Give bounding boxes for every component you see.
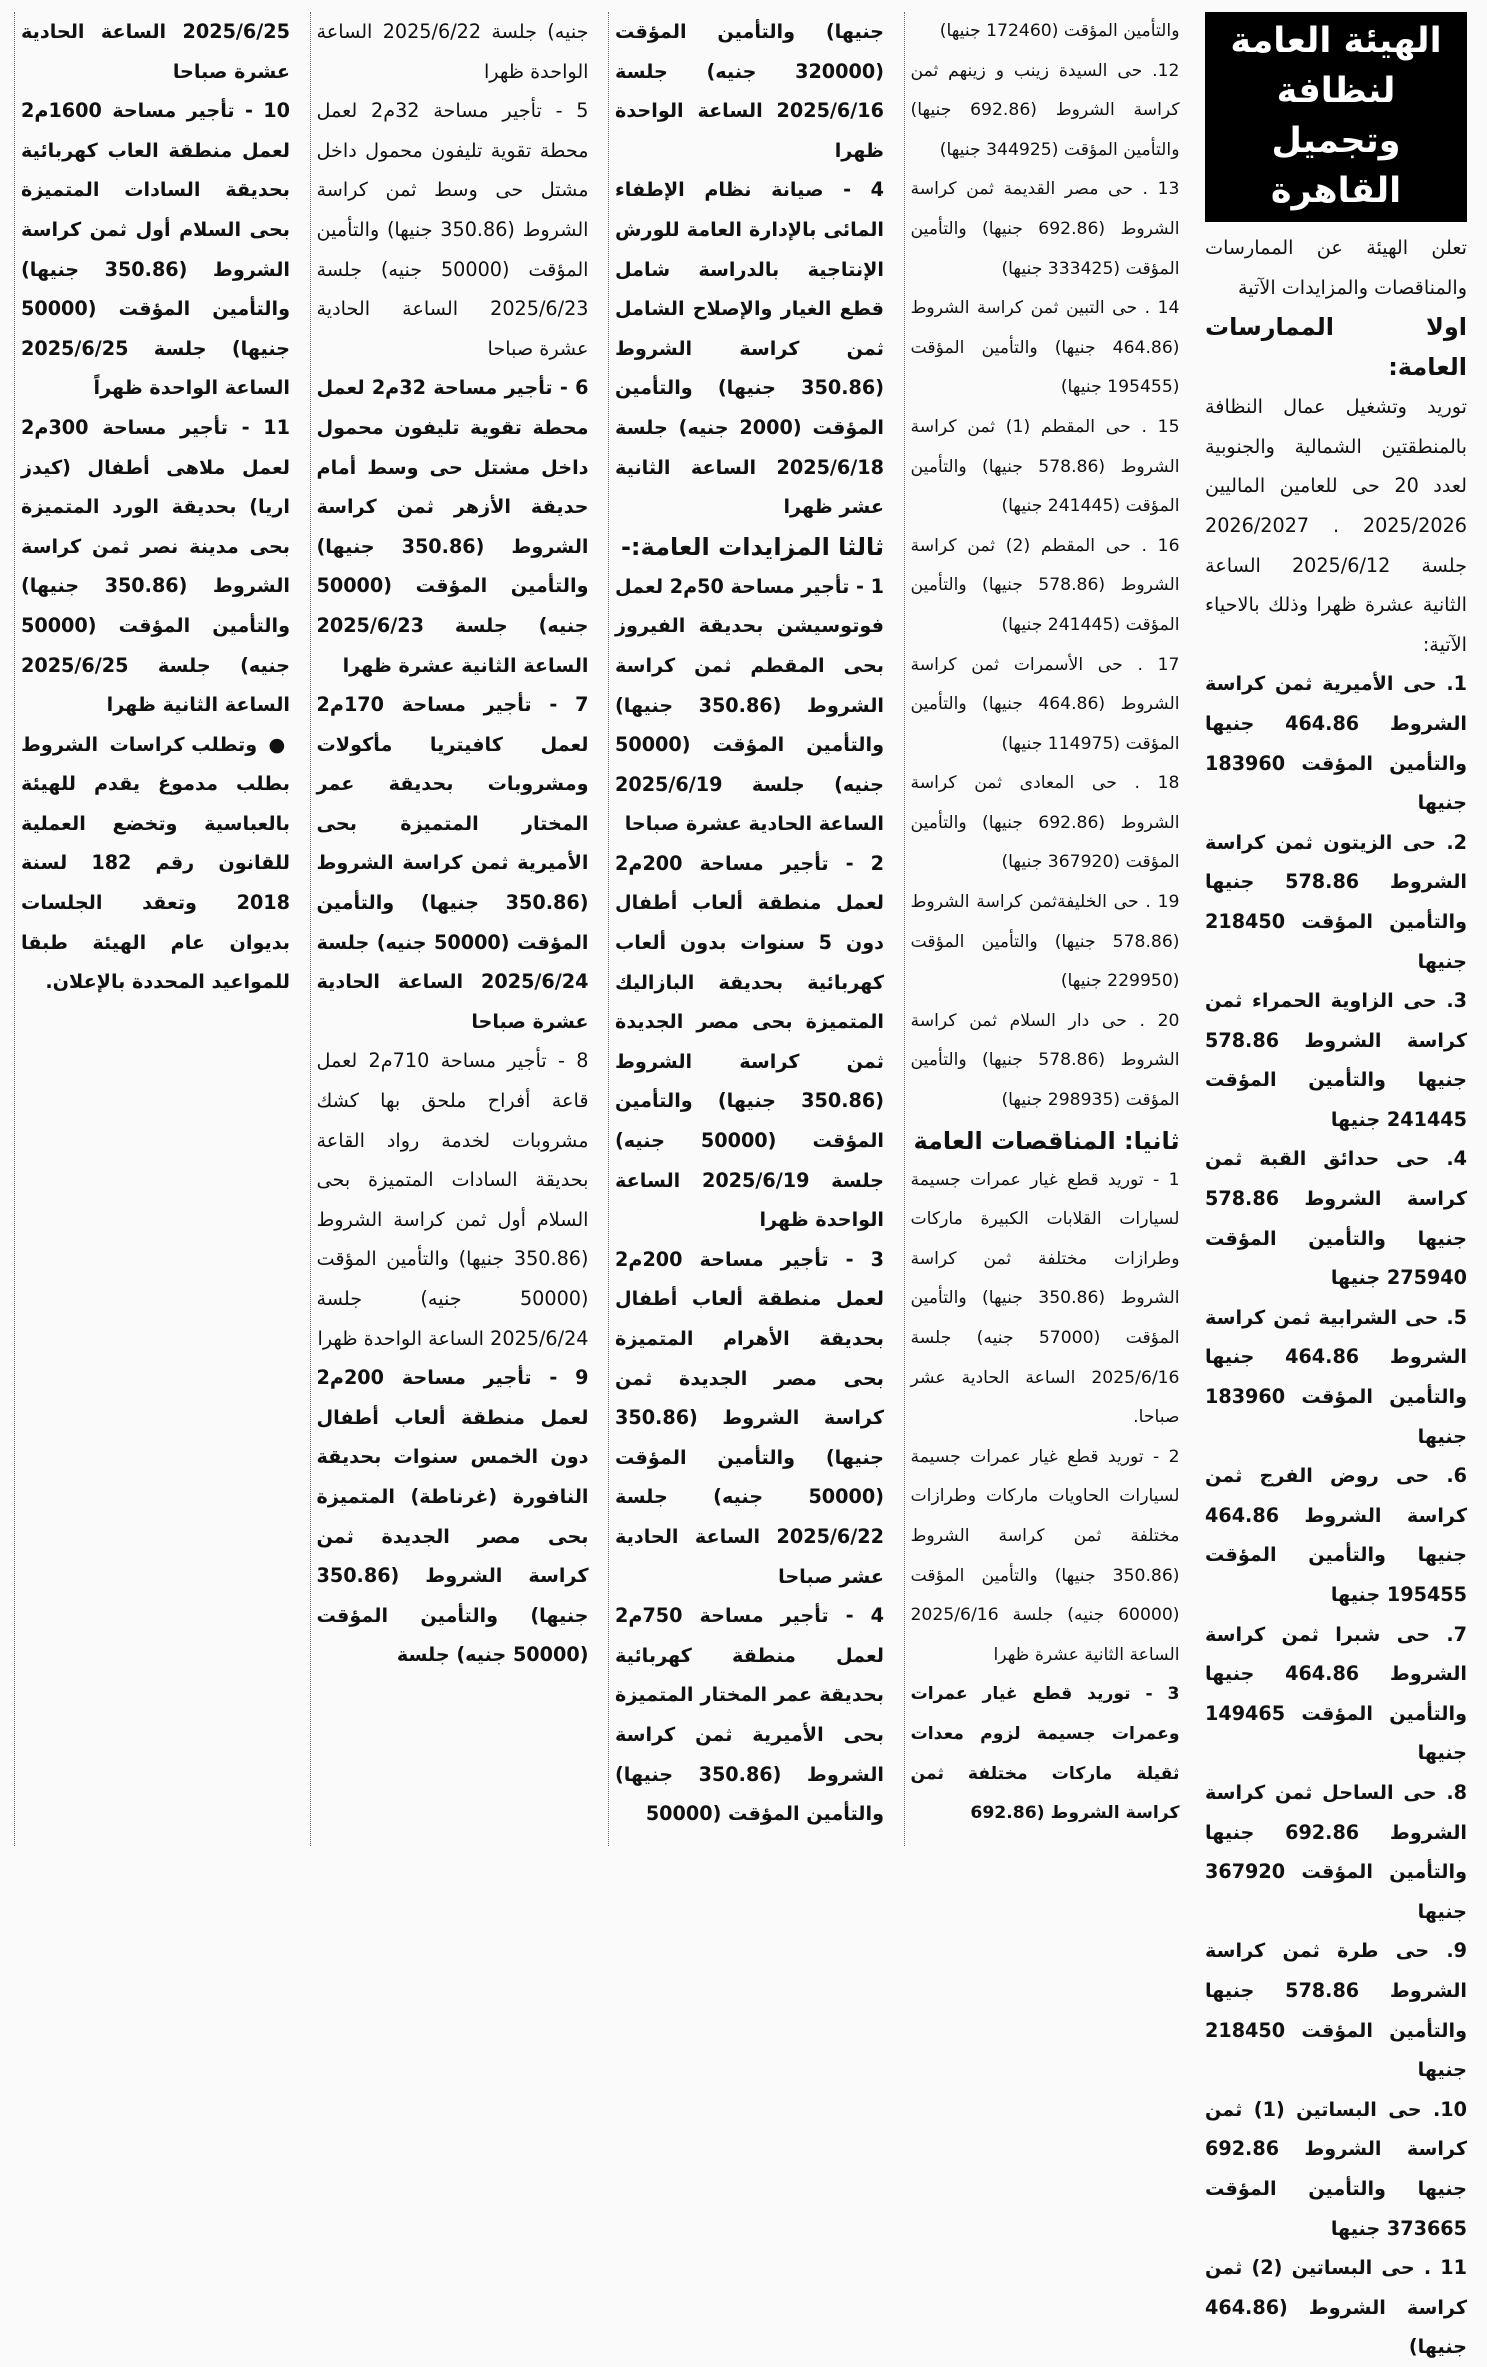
auction-item: 5 - تأجير مساحة 32م2 لعمل محطة تقوية تليفون محمول داخل مشتل حى وسط ثمن كراسة الشروط (350.86 جنيها) والتأمين المؤقت (50000 جنيه) جلسة 2025/6/23 الساعة الحادية عشرة صباحا [316, 99, 589, 360]
district-item: 10. حى البساتين (1) ثمن كراسة الشروط 692.86 جنيها والتأمين المؤقت 373665 جنيها [1205, 2097, 1467, 2240]
ad-title: الهيئة العامة لنظافة وتجميل القاهرة [1205, 12, 1467, 222]
auction-item: 10 - تأجير مساحة 1600م2 لعمل منطقة العاب كهربائية بحديقة السادات المتميزة بحى السلام أول ثمن كراسة الشروط (350.86 جنيها) والتأمين المؤقت (50000 جنيها) جلسة 2025/6/25 الساعة الواحدة ظهراً [21, 99, 290, 400]
district-item: 3. حى الزاوية الحمراء ثمن كراسة الشروط 578.86 جنيها والتأمين المؤقت 241445 جنيها [1205, 989, 1467, 1131]
column-1 [1199, 12, 1473, 2359]
intro-text: تعلن الهيئة عن الممارسات والمناقصات والمزايدات الآتية [1205, 236, 1467, 299]
auction-item: 6 - تأجير مساحة 32م2 لعمل محطة تقوية تليفون محمول داخل مشتل حى وسط أمام حديقة الأزهر ثمن كراسة الشروط (350.86 جنيها) والتأمين المؤقت (50000 جنيه) جلسة 2025/6/23 الساعة الثانية عشرة ظهرا [316, 376, 589, 677]
tender-item: جنيها) والتأمين المؤقت (320000 جنيه) جلسة 2025/6/16 الساعة الواحدة ظهرا [615, 20, 884, 162]
tender-item: 2 - توريد قطع غيار عمرات جسيمة لسيارات الحاويات ماركات وطرازات مختلفة ثمن كراسة الشروط (350.86 جنيها) والتأمين المؤقت (60000 جنيه) جلسة 2025/6/16 الساعة الثانية عشرة ظهرا [910, 1446, 1180, 1665]
column-3 [608, 12, 890, 1846]
district-item: 12. حى السيدة زينب و زينهم ثمن كراسة الشروط (692.86 جنيها) والتأمين المؤقت (344925 جنيها) [910, 60, 1180, 160]
tender-item: 3 - توريد قطع غيار عمرات وعمرات جسيمة لزوم معدات ثقيلة ماركات مختلفة ثمن كراسة الشروط (692.86 [910, 1684, 1180, 1824]
district-item: 2. حى الزيتون ثمن كراسة الشروط 578.86 جنيها والتأمين المؤقت 218450 جنيها [1205, 830, 1467, 973]
district-item: 5. حى الشرابية ثمن كراسة الشروط 464.86 جنيها والتأمين المؤقت 183960 جنيها [1205, 1305, 1467, 1448]
auction-item: جنيه) جلسة 2025/6/22 الساعة الواحدة ظهرا [316, 20, 589, 83]
column-5 [14, 12, 296, 1846]
district-item: 8. حى الساحل ثمن كراسة الشروط 692.86 جنيها والتأمين المؤقت 367920 جنيها [1205, 1780, 1467, 1923]
tender-item: 4 - صيانة نظام الإطفاء المائى بالإدارة العامة للورش الإنتاجية بالدراسة شامل قطع الغيار والإصلاح الشامل ثمن كراسة الشروط (350.86 جنيها) والتأمين المؤقت (2000 جنيه) جلسة 2025/6/18 الساعة الثانية عشر ظهرا [615, 178, 884, 519]
section-heading-practices: اولا الممارسات العامة: [1205, 313, 1467, 382]
district-item: 17 . حى الأسمرات ثمن كراسة الشروط (464.86 جنيها) والتأمين المؤقت (114975 جنيها) [910, 654, 1180, 754]
district-item: 11 . حى البساتين (2) ثمن كراسة الشروط (464.86 جنيها) [1205, 2256, 1467, 2359]
auction-item: 2025/6/25 الساعة الحادية عشرة صباحا [21, 20, 290, 83]
district-item: 19 . حى الخليفةثمن كراسة الشروط (578.86 جنيها) والتأمين المؤقت (229950 جنيها) [910, 892, 1180, 992]
district-item: 13 . حى مصر القديمة ثمن كراسة الشروط (692.86 جنيها) والتأمين المؤقت (333425 جنيها) [910, 179, 1180, 279]
column-4 [310, 12, 595, 1846]
auction-item: 9 - تأجير مساحة 200م2 لعمل منطقة ألعاب أطفال دون الخمس سنوات بحديقة النافورة (غرناطة) المتميزة بحى مصر الجديدة ثمن كراسة الشروط (350.86 جنيها) والتأمين المؤقت (50000 جنيه) جلسة [316, 1366, 589, 1667]
district-item: 14 . حى التبين ثمن كراسة الشروط (464.86 جنيها) والتأمين المؤقت (195455 جنيها) [910, 298, 1180, 398]
practice-description: توريد وتشغيل عمال النظافة بالمنطقتين الشمالية والجنوبية لعدد 20 حى للعامين الماليين 2025/2026 . 2026/2027 جلسة 2025/6/12 الساعة الثانية عشرة ظهرا وذلك بالاحياء الآتية: [1205, 395, 1467, 656]
auction-item: 4 - تأجير مساحة 750م2 لعمل منطقة كهربائية بحديقة عمر المختار المتميزة بحى الأميرية ثمن كراسة الشروط (350.86 جنيها) والتأمين المؤقت (50000 [615, 1604, 884, 1826]
district-item: 6. حى روض الفرج ثمن كراسة الشروط 464.86 جنيها والتأمين المؤقت 195455 جنيها [1205, 1464, 1467, 1606]
auction-item: 7 - تأجير مساحة 170م2 لعمل كافيتريا مأكولات ومشروبات بحديقة عمر المختار المتميزة بحى الأميرية ثمن كراسة الشروط (350.86 جنيها) والتأمين المؤقت (50000 جنيه) جلسة 2025/6/24 الساعة الحادية عشرة صباحا [316, 693, 589, 1033]
closing-note: ● وتطلب كراسات الشروط بطلب مدموغ يقدم للهيئة بالعباسية وتخضع العملية للقانون رقم 182 لسنة 2018 وتعقد الجلسات بديوان عام الهيئة طبقا للمواعيد المحددة بالإعلان. [21, 725, 290, 1002]
auction-item: 11 - تأجير مساحة 300م2 لعمل ملاهى أطفال (كيدز اريا) بحديقة الورد المتميزة بحى مدينة نصر ثمن كراسة الشروط (350.86 جنيها) والتأمين المؤقت (50000 جنيه) جلسة 2025/6/25 الساعة الثانية ظهرا [21, 415, 290, 717]
district-item: والتأمين المؤقت (172460 جنيها) [939, 21, 1180, 41]
auction-item: 2 - تأجير مساحة 200م2 لعمل منطقة ألعاب أطفال دون 5 سنوات بدون ألعاب كهربائية بحديقة البازاليك المتميزة بحى مصر الجديدة ثمن كراسة الشروط (350.86 جنيها) والتأمين المؤقت (50000 جنيه) جلسة 2025/6/19 الساعة الواحدة ظهرا [615, 851, 884, 1232]
auction-item: 3 - تأجير مساحة 200م2 لعمل منطقة ألعاب أطفال بحديقة الأهرام المتميزة بحى مصر الجديدة ثمن كراسة الشروط (350.86 جنيها) والتأمين المؤقت (50000 جنيه) جلسة 2025/6/22 الساعة الحادية عشر صباحا [615, 1247, 884, 1588]
column-2 [904, 12, 1186, 1846]
district-item: 4. حى حدائق القبة ثمن كراسة الشروط 578.86 جنيها والتأمين المؤقت 275940 جنيها [1205, 1147, 1467, 1290]
auction-item: 8 - تأجير مساحة 710م2 لعمل قاعة أفراح ملحق بها كشك مشروبات لخدمة رواد القاعة بحديقة السادات المتميزة بحى السلام أول ثمن كراسة الشروط (350.86 جنيها) والتأمين المؤقت (50000 جنيه) جلسة 2025/6/24 الساعة الواحدة ظهرا [316, 1049, 589, 1350]
tender-item: 1 - توريد قطع غيار عمرات جسيمة لسيارات القلابات الكبيرة ماركات وطرازات مختلفة ثمن كراسة الشروط (350.86 جنيها) والتأمين المؤقت (57000 جنيه) جلسة 2025/6/16 الساعة الحادية عشر صباحا. [910, 1169, 1180, 1428]
district-item: 9. حى طرة ثمن كراسة الشروط 578.86 جنيها والتأمين المؤقت 218450 جنيها [1205, 1939, 1467, 2082]
section-heading-tenders: ثانيا: المناقصات العامة [913, 1126, 1180, 1155]
auction-item: 1 - تأجير مساحة 50م2 لعمل فوتوسيشن بحديقة الفيروز بحى المقطم ثمن كراسة الشروط (350.86 جنيها) والتأمين المؤقت (50000 جنيه) جلسة 2025/6/19 الساعة الحادية عشرة صباحا [615, 574, 884, 836]
district-item: 16 . حى المقطم (2) ثمن كراسة الشروط (578.86 جنيها) والتأمين المؤقت (241445 جنيها) [910, 535, 1180, 635]
district-item: 1. حى الأميرية ثمن كراسة الشروط 464.86 جنيها والتأمين المؤقت 183960 جنيها [1205, 672, 1467, 815]
district-item: 18 . حى المعادى ثمن كراسة الشروط (692.86 جنيها) والتأمين المؤقت (367920 جنيها) [910, 773, 1180, 873]
district-item: 15 . حى المقطم (1) ثمن كراسة الشروط (578.86 جنيها) والتأمين المؤقت (241445 جنيها) [910, 416, 1180, 517]
section-heading-auctions: ثالثا المزايدات العامة:- [620, 532, 884, 561]
district-item: 20 . حى دار السلام ثمن كراسة الشروط (578.86 جنيها) والتأمين المؤقت (298935 جنيها) [910, 1010, 1180, 1111]
district-item: 7. حى شبرا ثمن كراسة الشروط 464.86 جنيها والتأمين المؤقت 149465 جنيها [1205, 1622, 1467, 1765]
